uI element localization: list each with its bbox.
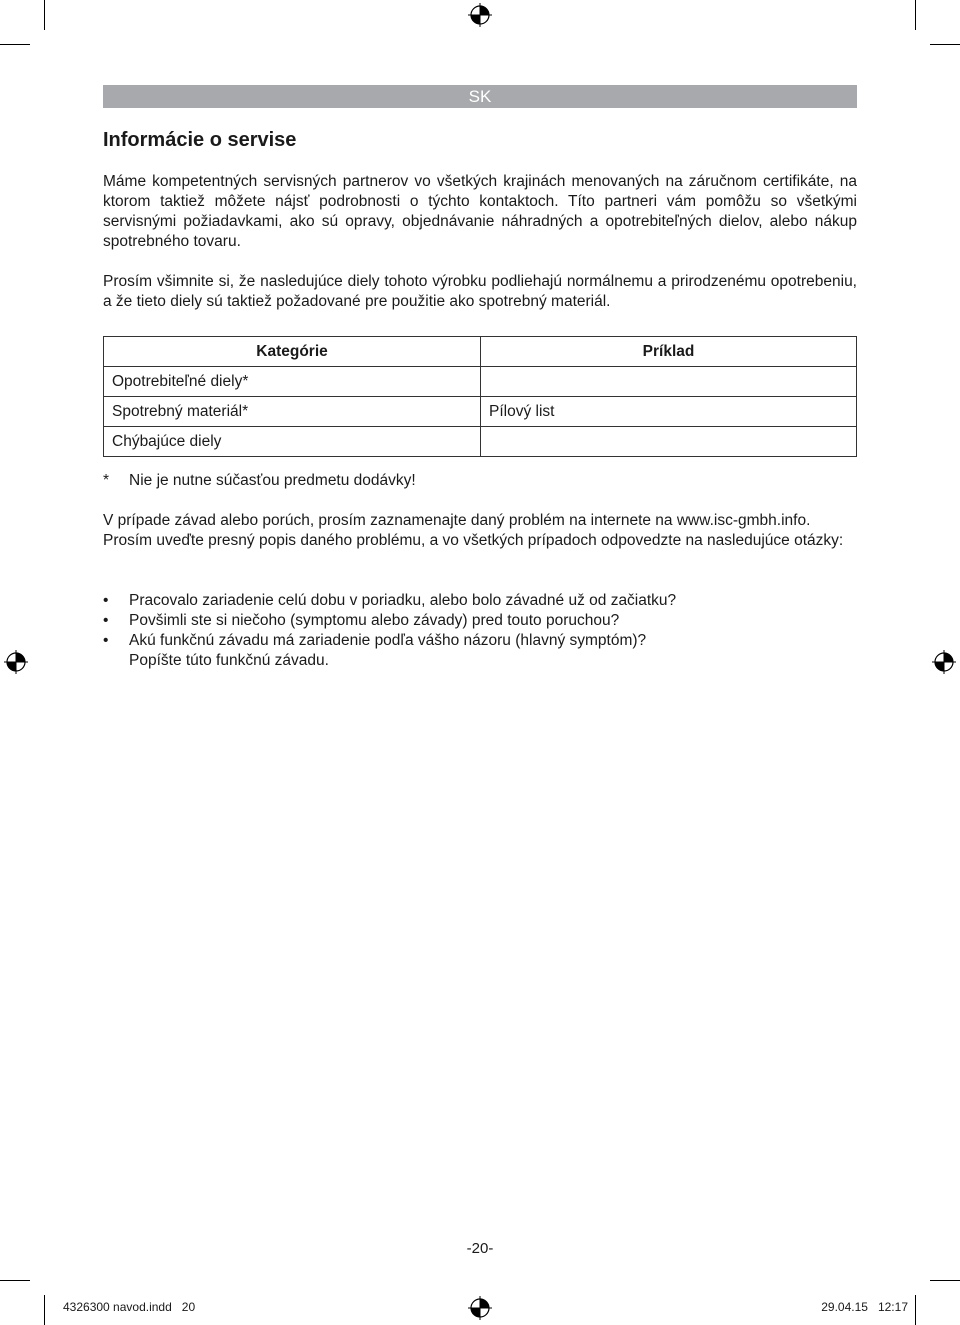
service-partners-paragraph: Máme kompetentných servisných partnerov vo všetkých krajinách menovaných na záručnom certifikáte, na ktorom taktiež môžete nájsť podrobnosti o týchto kontaktoch. Títo partneri vám pomôžu so všetkými servisnými požiadavkami, ako sú opravy, objednávanie náhradných a opotrebiteľných dielov, alebo nákup spotrebného tovaru. [103,173,857,250]
crop-mark-bottom-right-vertical [915,1295,916,1325]
print-slug-date: 29.04.15 12:17 [821,1300,908,1314]
defect-report-paragraph: V prípade závad alebo porúch, prosím zaznamenajte daný problém na internete na www.isc-gmbh.info. Prosím uveďte presný popis daného problému, a vo všetkých prípadoch odpovedzte na nasledujúce otázky: [103,512,844,549]
registration-mark-icon [468,1296,492,1320]
table-cell-example: Pílový list [481,397,857,427]
footnote-text: Nie je nutne súčasťou predmetu dodávky! [129,472,416,489]
list-item [103,611,857,631]
table-row [104,367,857,397]
table-cell-category: Opotrebiteľné diely* [104,367,481,397]
language-tag-bar: SK [103,85,857,108]
table-cell-example [481,427,857,457]
registration-mark-icon [932,650,956,674]
crop-mark-bottom-left-vertical [44,1295,45,1325]
table-header-row [104,337,857,367]
question-list [103,591,857,671]
footnote-marker: * [103,472,110,489]
bullet-icon: • [103,592,109,609]
page-title: Informácie o servise [103,129,297,151]
list-item [103,631,857,671]
table-header-category: Kategórie [104,337,481,367]
table-cell-example [481,367,857,397]
registration-mark-icon [4,650,28,674]
crop-mark-top-right-horizontal [930,44,960,45]
table-row [104,427,857,457]
table-row [104,397,857,427]
table-cell-category: Spotrebný materiál* [104,397,481,427]
question-text: Pracovalo zariadenie celú dobu v poriadku, alebo bolo závadné už od začiatku? [129,592,677,609]
table-cell-category: Chýbajúce diely [104,427,481,457]
crop-mark-top-left-horizontal [0,44,30,45]
crop-mark-top-right-vertical [915,0,916,30]
question-followup-text: Popíšte túto funkčnú závadu. [129,652,329,669]
crop-mark-top-left-vertical [44,0,45,30]
question-text: Akú funkčnú závadu má zariadenie podľa vášho názoru (hlavný symptóm)? [129,632,647,649]
registration-mark-icon [468,3,492,27]
question-text: Povšimli ste si niečoho (symptomu alebo závady) pred touto poruchou? [129,612,620,629]
crop-mark-bottom-left-horizontal [0,1280,30,1281]
print-slug-file: 4326300 navod.indd 20 [63,1300,196,1314]
table-header-example: Príklad [481,337,857,367]
page-number: -20- [466,1240,494,1257]
crop-mark-bottom-right-horizontal [930,1280,960,1281]
bullet-icon: • [103,632,109,649]
bullet-icon: • [103,612,109,629]
list-item [103,591,857,611]
wear-parts-paragraph: Prosím všimnite si, že nasledujúce diely tohoto výrobku podliehajú normálnemu a prirodzenému opotrebeniu, a že tieto diely sú taktiež požadované pre použitie ako spotrebný materiál. [103,273,857,310]
parts-table [103,336,857,457]
footnote [103,471,416,491]
